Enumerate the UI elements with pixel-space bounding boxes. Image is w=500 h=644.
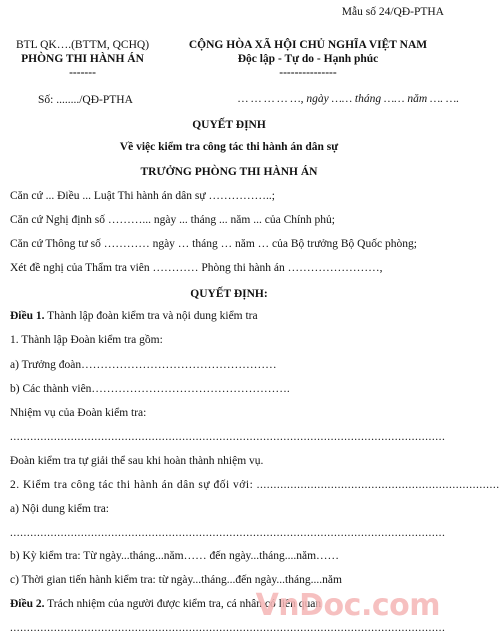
form-number: Mẫu số 24/QĐ-PTHA [341, 6, 444, 18]
nation-divider: --------------- [279, 67, 337, 79]
decides-heading: QUYẾT ĐỊNH: [190, 288, 268, 300]
agency-header [10, 38, 155, 80]
team-duties-line: Nhiệm vụ của Đoàn kiểm tra: [10, 407, 147, 419]
article-2-text: Trách nhiệm của người được kiểm tra, cá nhân có liên quan [44, 598, 322, 610]
article-2-label: Điều 2. [10, 598, 45, 610]
article-1-label: Điều 1. [10, 310, 45, 322]
dotted-line-3: ................................................................................................................................. [10, 622, 446, 634]
item-2: 2. Kiểm tra công tác thi hành án dân sự đối với: ........................................................................ [10, 479, 500, 491]
document-title: QUYẾT ĐỊNH [192, 119, 266, 131]
document-subject: Về việc kiểm tra công tác thi hành án dân sự [119, 141, 339, 153]
article-1-text: Thành lập đoàn kiểm tra và nội dung kiểm tra [44, 310, 258, 322]
decision-number: Số: ......../QĐ-PTHA [38, 94, 133, 106]
basis-line-3: Căn cứ Thông tư số ………… ngày … tháng … năm … của Bộ trưởng Bộ Quốc phòng; [10, 238, 417, 250]
dotted-line-1: ................................................................................................................................. [10, 431, 446, 443]
date-line: … … … … …, ngày …… tháng …… năm …. …. [238, 93, 460, 105]
item-1: 1. Thành lập Đoàn kiểm tra gồm: [10, 334, 163, 346]
basis-line-2: Căn cứ Nghị định số ………... ngày ... tháng ... năm ... của Chính phủ; [10, 214, 336, 226]
inspection-content-line: a) Nội dung kiểm tra: [10, 503, 110, 515]
dissolve-line: Đoàn kiểm tra tự giải thể sau khi hoàn thành nhiệm vụ. [10, 455, 264, 467]
dotted-line-2: ................................................................................................................................. [10, 527, 446, 539]
agency-line2: PHÒNG THI HÀNH ÁN [21, 53, 144, 65]
issuing-authority: TRƯỞNG PHÒNG THI HÀNH ÁN [140, 166, 318, 178]
nation-header [162, 38, 454, 80]
nation-line1: CỘNG HÒA XÃ HỘI CHỦ NGHĨA VIỆT NAM [188, 39, 428, 51]
basis-line-1: Căn cứ ... Điều ... Luật Thi hành án dân sự ……………..; [10, 190, 275, 202]
team-leader-line: a) Trưởng đoàn…………………………………………… [10, 359, 277, 371]
basis-line-4: Xét đề nghị của Thẩm tra viên ………… Phòng thi hành án ……………………, [10, 262, 383, 274]
inspection-duration-line: c) Thời gian tiến hành kiểm tra: từ ngày...tháng...đến ngày...tháng....năm [10, 574, 342, 586]
watermark-logo: VnDoc.com [255, 588, 440, 623]
inspection-period-line: b) Kỳ kiểm tra: Từ ngày...tháng...năm…… đến ngày...tháng....năm…… [10, 550, 340, 562]
nation-motto: Độc lập - Tự do - Hạnh phúc [237, 53, 379, 65]
agency-divider: ------- [69, 67, 96, 79]
agency-line1: BTL QK….(BTTM, QCHQ) [15, 39, 150, 51]
article-1 [10, 309, 258, 323]
team-members-line: b) Các thành viên……………………………………………. [10, 383, 290, 395]
